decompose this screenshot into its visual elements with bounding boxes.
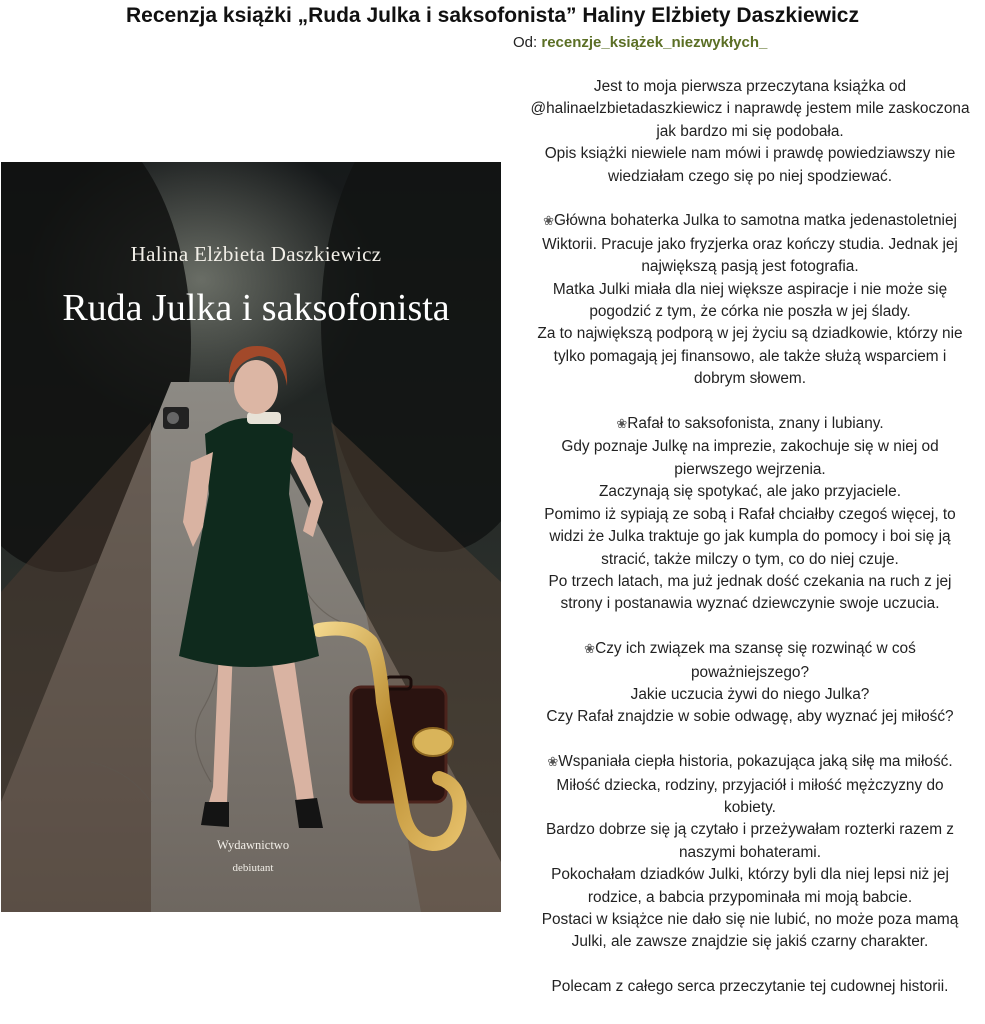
- review-line: [512, 931, 985, 953]
- review-line-text: Pomimo iż sypiają ze sobą i Rafał chciałby czegoś więcej, to: [544, 505, 956, 523]
- cover-illustration: [1, 162, 501, 912]
- review-line-text: Czy Rafał znajdzie w sobie odwagę, aby wyznać jej miłość?: [546, 708, 954, 726]
- review-line: [512, 549, 985, 571]
- paragraph-gap: [512, 729, 985, 751]
- review-line: [512, 323, 985, 345]
- flower-icon: ❀: [543, 214, 554, 230]
- review-line-text: @halinaelzbietadaszkiewicz i naprawdę jestem mile zaskoczona: [530, 100, 970, 118]
- review-line: [512, 210, 985, 233]
- review-line-text: Julki, ale zawsze znajdzie się jakiś czarny charakter.: [571, 933, 929, 951]
- review-line-text: Rafał to saksofonista, znany i lubiany.: [627, 415, 884, 433]
- review-line: [512, 143, 985, 165]
- review-line-text: Wspaniała ciepła historia, pokazująca jaką siłę ma miłość.: [558, 753, 953, 771]
- review-line-text: Jakie uczucia żywi do niego Julka?: [630, 685, 870, 703]
- review-line: [512, 234, 985, 256]
- review-line: [512, 571, 985, 593]
- review-line-text: widzi że Julka traktuje go jak kumpla do pomocy i boi się ją: [549, 528, 951, 546]
- review-line: [512, 481, 985, 503]
- review-line-text: pierwszego wejrzenia.: [674, 460, 826, 478]
- review-line: [512, 976, 985, 998]
- review-line-text: jak bardzo mi się podobała.: [656, 122, 844, 140]
- review-line: [512, 684, 985, 706]
- flower-icon: ❀: [584, 642, 596, 658]
- paragraph-gap: [512, 954, 985, 976]
- review-line-text: dobrym słowem.: [693, 370, 807, 388]
- review-line-text: Wiktorii. Pracuje jako fryzjerka oraz kończy studia. Jednak jej: [542, 235, 958, 253]
- review-line: [512, 706, 985, 728]
- cover-author: Halina Elżbieta Daszkiewicz: [130, 242, 382, 266]
- review-line: [512, 76, 985, 98]
- review-line-text: Jest to moja pierwsza przeczytana książka od: [593, 78, 907, 95]
- review-line: [512, 301, 985, 323]
- review-line-text: poważniejszego?: [690, 663, 810, 681]
- publisher-line-2: debiutant: [232, 862, 274, 874]
- review-line-text: Czy ich związek ma szansę się rozwinąć w coś: [595, 640, 916, 658]
- cover-publisher: [193, 830, 313, 876]
- review-line: [512, 346, 985, 368]
- paragraph-gap: [512, 391, 985, 413]
- review-line: [512, 526, 985, 548]
- review-line-text: naszymi bohaterami.: [679, 843, 821, 861]
- review-line: [512, 662, 985, 684]
- review-line: [512, 751, 985, 774]
- review-line-text: Zaczynają się spotykać, ale jako przyjaciele.: [599, 483, 901, 501]
- review-line: [512, 436, 985, 458]
- review-line: [512, 368, 985, 390]
- review-line: [512, 909, 985, 931]
- review-line-text: Główna bohaterka Julka to samotna matka jedenastoletniej: [553, 212, 957, 230]
- paragraph-gap: [512, 188, 985, 210]
- review-line: [512, 166, 985, 188]
- review-line-text: Pokochałam dziadków Julki, którzy byli dla niej lepsi niż jej: [551, 866, 949, 884]
- review-text: [512, 76, 985, 999]
- review-line: [512, 842, 985, 864]
- review-line-text: Matka Julki miała dla niej większe aspiracje i nie może się: [552, 280, 948, 298]
- book-cover: [1, 162, 501, 912]
- byline: [513, 34, 767, 51]
- review-line-text: kobiety.: [724, 798, 776, 816]
- review-line-text: stracić, także milczy o tym, co do niej czuje.: [601, 550, 899, 568]
- review-line: [512, 797, 985, 819]
- review-line-text: największą pasją jest fotografia.: [641, 258, 859, 276]
- flower-icon: ❀: [616, 417, 628, 433]
- review-line-text: Opis książki niewiele nam mówi i prawdę powiedziawszy nie: [544, 145, 956, 163]
- flower-icon: ❀: [547, 755, 559, 771]
- review-line: [512, 256, 985, 278]
- review-line: [512, 887, 985, 909]
- review-line: [512, 593, 985, 615]
- review-line: [512, 775, 985, 797]
- review-line: [512, 459, 985, 481]
- byline-prefix: Od:: [513, 34, 538, 51]
- review-line: [512, 121, 985, 143]
- review-line-text: Za to największą podporą w jej życiu są dziadkowie, którzy nie: [537, 325, 963, 343]
- review-line-text: Po trzech latach, ma już jednak dość czekania na ruch z jej: [548, 572, 952, 590]
- review-line: [512, 413, 985, 436]
- review-line: [512, 504, 985, 526]
- review-line-text: Polecam z całego serca przeczytanie tej cudownej historii.: [551, 978, 949, 996]
- review-line-text: Gdy poznaje Julkę na imprezie, zakochuje się w niej od: [561, 438, 939, 456]
- byline-author[interactable]: recenzje_książek_niezwykłych_: [541, 34, 768, 51]
- review-line-text: pogodzić z tym, że córka nie poszła w jej ślady.: [589, 303, 911, 321]
- review-line: [512, 279, 985, 301]
- review-line: [512, 819, 985, 841]
- cover-title: Ruda Julka i saksofonista: [62, 287, 450, 329]
- review-line-text: Miłość dziecka, rodziny, przyjaciół i miłość mężczyzny do: [556, 776, 944, 794]
- review-line: [512, 638, 985, 661]
- review-line-text: strony i postanawia wyznać dziewczynie swoje uczucia.: [560, 595, 940, 613]
- paragraph-gap: [512, 616, 985, 638]
- page-title: Recenzja książki „Ruda Julka i saksofonista” Haliny Elżbiety Daszkiewicz: [126, 4, 859, 27]
- review-line-text: Bardzo dobrze się ją czytało i przeżywałam rozterki razem z: [546, 821, 954, 839]
- publisher-line-1: Wydawnictwo: [216, 838, 290, 852]
- review-line-text: tylko pomagają jej finansowo, ale także służą wsparciem i: [553, 347, 947, 365]
- review-line-text: Postaci w książce nie dało się nie lubić, no może poza mamą: [541, 910, 959, 928]
- review-line: [512, 864, 985, 886]
- review-line: [512, 98, 985, 120]
- review-line-text: wiedziałam czego się po niej spodziewać.: [607, 167, 893, 185]
- review-line-text: rodzice, a babcia przypominała mi moją babcie.: [587, 888, 913, 906]
